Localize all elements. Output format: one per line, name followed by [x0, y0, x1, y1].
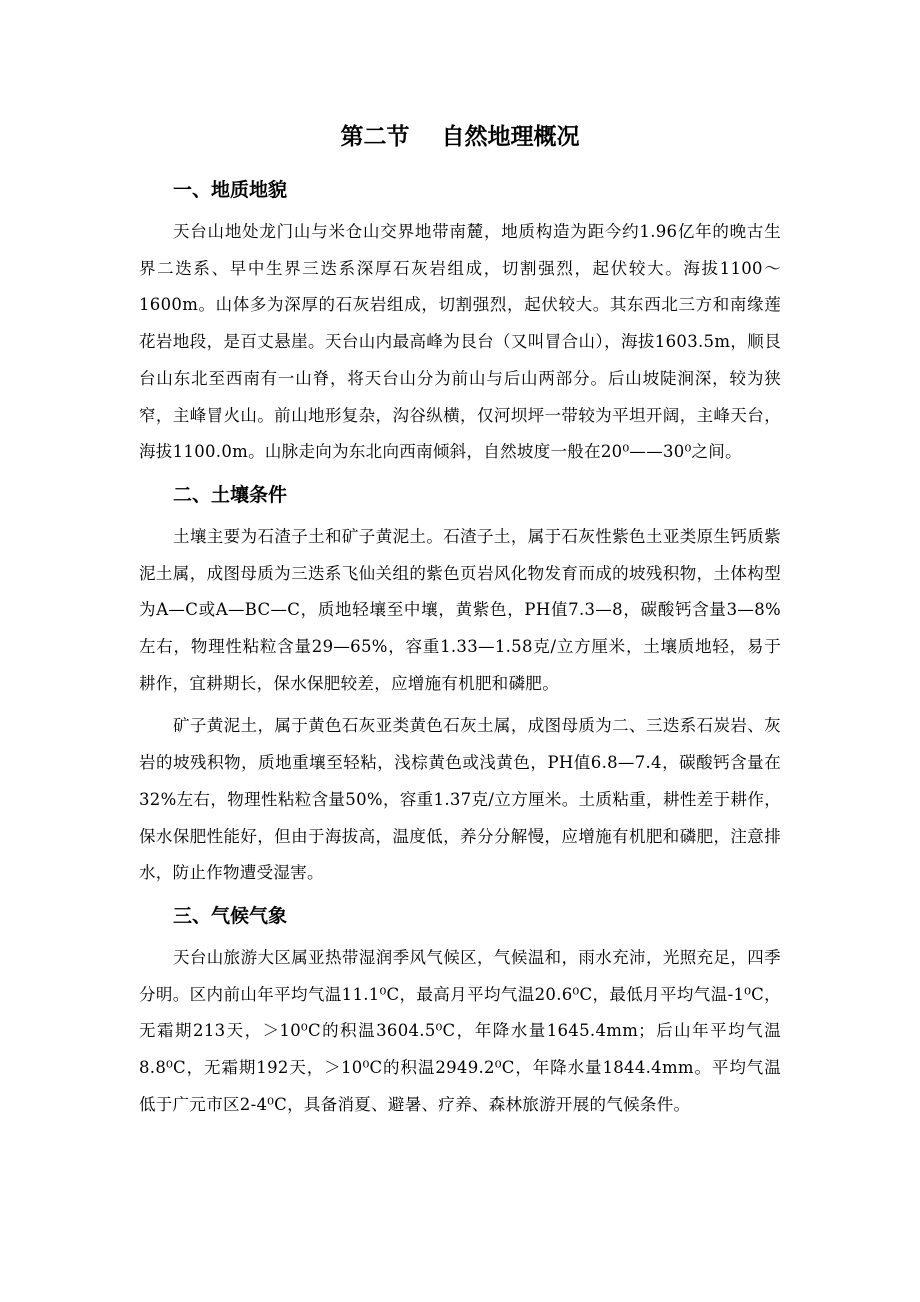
section-heading: 二、土壤条件: [173, 483, 288, 506]
page-title: 第二节 自然地理概况: [340, 124, 580, 150]
paragraph: 土壤主要为石渣子土和矿子黄泥土。石渣子土，属于石灰性紫色土亚类原生钙质紫泥土属，成图母质为三迭系飞仙关组的紫色页岩风化物发育而成的坡残积物，土体构型为A—C或A—BC—C，质地轻壤至中壤，黄紫色，PH值7.3—8，碳酸钙含量3—8%左右，物理性粘粒含量29—65%，容重1.33—1.58克/立方厘米，土壤质地轻，易于耕作，宜耕期长，保水保肥较差，应增施有机肥和磷肥。: [139, 526, 781, 693]
section-heading: 一、地质地貌: [173, 179, 288, 201]
section-soil: [139, 481, 781, 892]
paragraph: 矿子黄泥土，属于黄色石灰亚类黄色石灰土属，成图母质为二、三迭系石炭岩、灰岩的坡残积物，质地重壤至轻粘，浅棕黄色或浅黄色，PH值6.8—7.4，碳酸钙含量在32%左右，物理性粘粒含量50%，容重1.37克/立方厘米。土质粘重，耕性差于耕作，保水保肥性能好，但由于海拔高，温度低，养分分解慢，应增施有机肥和磷肥，注意排水，防止作物遭受湿害。: [139, 716, 781, 883]
document-page: [139, 118, 781, 1133]
paragraph: 天台山地处龙门山与米仓山交界地带南麓，地质构造为距今约1.96亿年的晚古生界二迭系、早中生界三迭系深厚石灰岩组成，切割强烈，起伏较大。海拔1100～1600m。山体多为深厚的石灰岩组成，切割强烈，起伏较大。其东西北三方和南缘莲花岩地段，是百丈悬崖。天台山内最高峰为艮台（又叫冒合山），海拔1603.5m，顺艮台山东北至西南有一山脊，将天台山分为前山与后山两部分。后山坡陡涧深，较为狭窄，主峰冒火山。前山地形复杂，沟谷纵横，仅河坝坪一带较为平坦开阔，主峰天台，海拔1100.0m。山脉走向为东北向西南倾斜，自然坡度一般在20⁰——30⁰之间。: [139, 222, 781, 462]
section-heading: 三、气候气象: [173, 904, 288, 927]
section-climate: [139, 902, 781, 1124]
section-geology: [139, 176, 781, 471]
paragraph: 天台山旅游大区属亚热带湿润季风气候区，气候温和，雨水充沛，光照充足，四季分明。区内前山年平均气温11.1⁰C，最高月平均气温20.6⁰C，最低月平均气温-1⁰C，无霜期213天，＞10⁰C的积温3604.5⁰C，年降水量1645.4mm；后山年平均气温8.8⁰C，无霜期192天，＞10⁰C的积温2949.2⁰C，年降水量1844.4mm。平均气温低于广元市区2-4⁰C，具备消夏、避暑、疗养、森林旅游开展的气候条件。: [139, 947, 781, 1114]
